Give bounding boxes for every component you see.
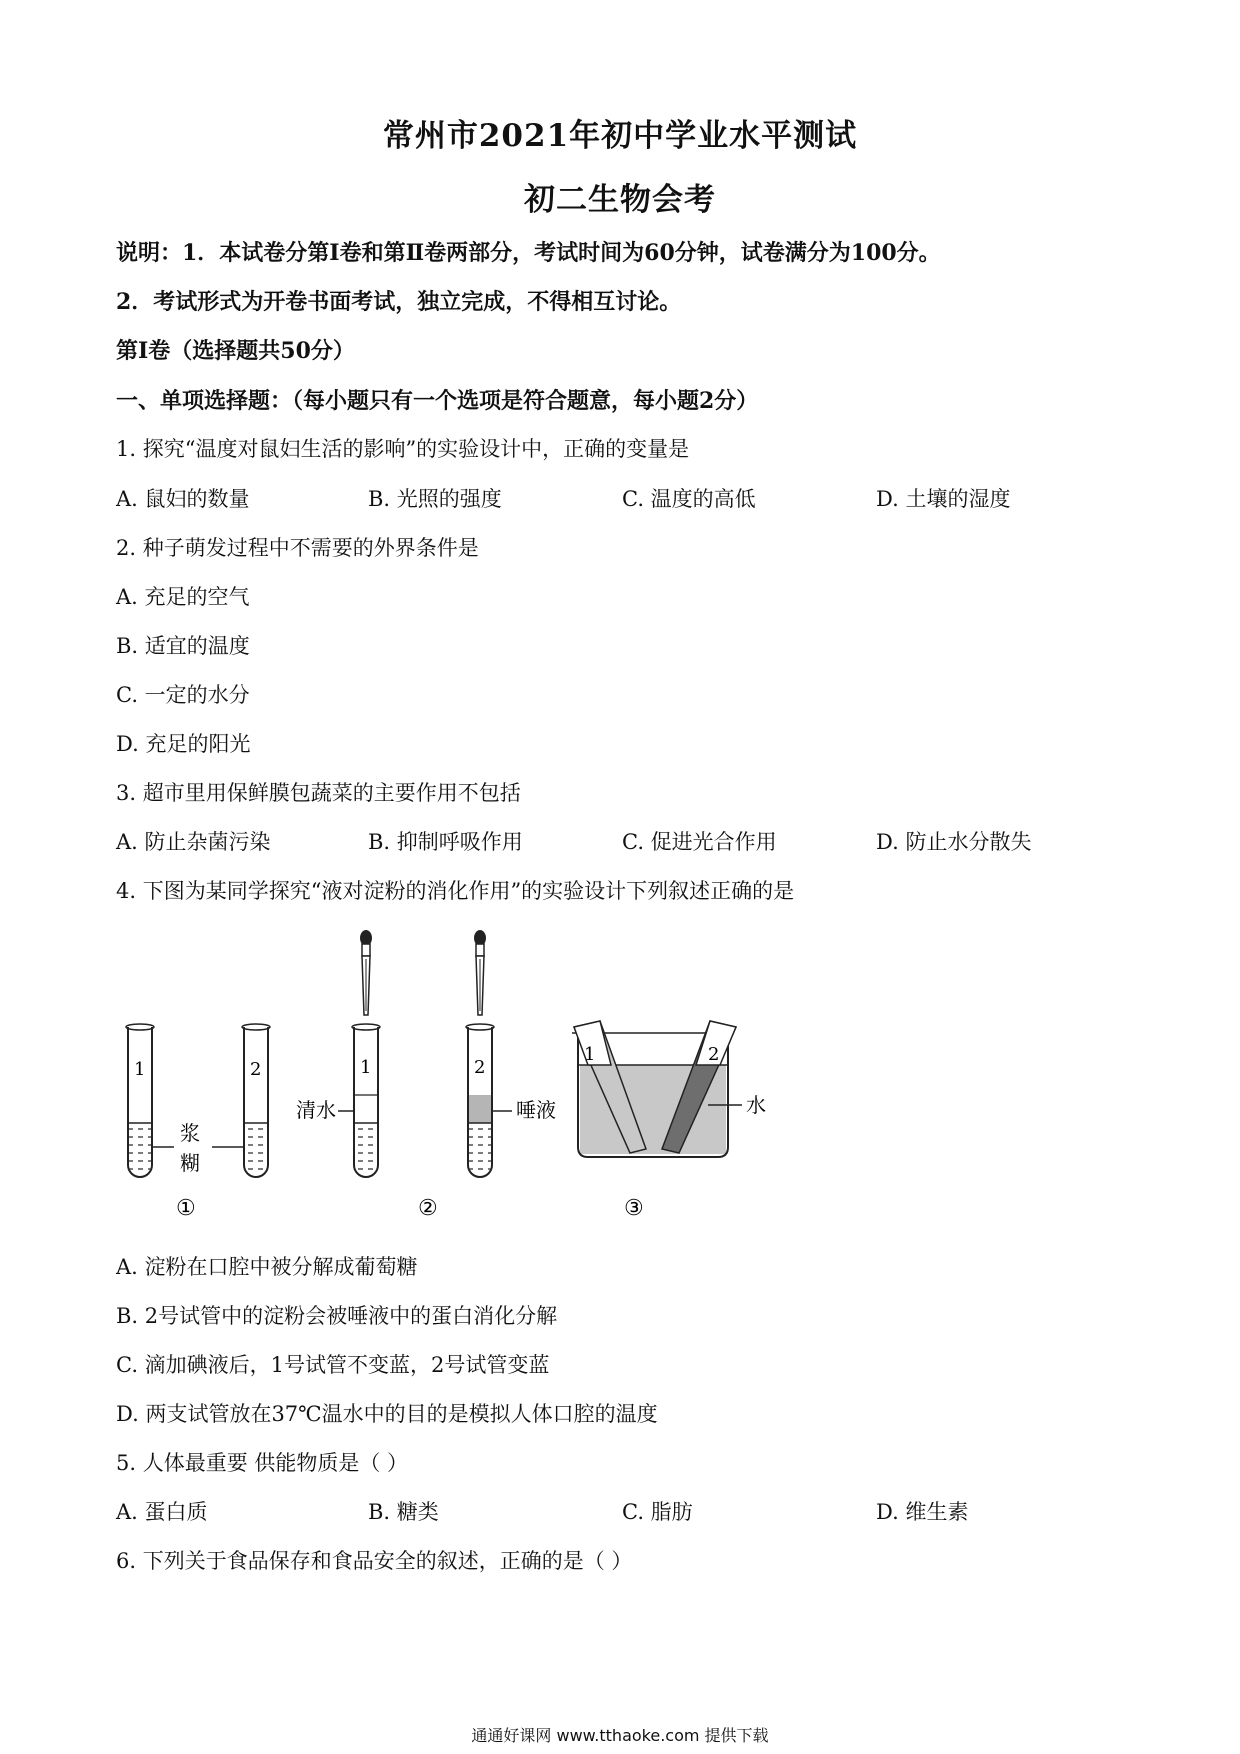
question-3-stem: 3. 超市里用保鲜膜包蔬菜的主要作用不包括 xyxy=(116,781,521,805)
question-3-option-c: C. 促进光合作用 xyxy=(622,830,777,854)
step-2-tube-2 xyxy=(466,1024,494,1177)
clear-water-label: 清水 xyxy=(296,1098,336,1122)
question-5-option-d: D. 维生素 xyxy=(876,1500,969,1524)
step-3-tube-1-label: 1 xyxy=(584,1044,596,1065)
step-1-tube-1 xyxy=(126,1024,154,1177)
question-4-stem: 4. 下图为某同学探究“液对淀粉的消化作用”的实验设计下列叙述正确的是 xyxy=(116,879,795,903)
paste-label-bottom: 糊 xyxy=(180,1151,200,1175)
question-2-stem: 2. 种子萌发过程中不需要的外界条件是 xyxy=(116,536,479,560)
instruction-line-2: 2．考试形式为开卷书面考试，独立完成，不得相互讨论。 xyxy=(116,289,682,315)
question-1-stem: 1. 探究“温度对鼠妇生活的影响”的实验设计中，正确的变量是 xyxy=(116,437,690,461)
question-5-option-c: C. 脂肪 xyxy=(622,1500,693,1524)
question-1-option-c: C. 温度的高低 xyxy=(622,487,756,511)
instruction-line-1: 说明：1．本试卷分第Ⅰ卷和第Ⅱ卷两部分，考试时间为60分钟，试卷满分为100分。 xyxy=(116,240,941,266)
step-1-tube-2-label: 2 xyxy=(250,1059,262,1080)
dropper-1-icon xyxy=(360,930,372,1015)
starch-digestion-experiment-figure xyxy=(116,925,766,1225)
exam-subtitle: 初二生物会考 xyxy=(524,182,716,218)
question-4-option-d: D. 两支试管放在37℃温水中的目的是模拟人体口腔的温度 xyxy=(116,1402,658,1426)
step-3-tube-2-label: 2 xyxy=(708,1044,720,1065)
step-1-tube-2 xyxy=(242,1024,270,1177)
question-6-stem: 6. 下列关于食品保存和食品安全的叙述，正确的是（ ） xyxy=(116,1549,633,1573)
question-4-option-a: A. 淀粉在口腔中被分解成葡萄糖 xyxy=(116,1255,418,1279)
section-title: 第Ⅰ卷（选择题共50分） xyxy=(116,338,355,364)
page-footer: 通通好课网 www.tthaoke.com 提供下载 xyxy=(471,1726,769,1745)
step-2-tube-2-label: 2 xyxy=(474,1057,486,1078)
step-3-marker: ③ xyxy=(624,1196,644,1221)
step-2-tube-1-label: 1 xyxy=(360,1057,372,1078)
step-2-tubes xyxy=(296,930,556,1221)
question-5-option-b: B. 糖类 xyxy=(368,1500,439,1524)
exam-title: 常州市2021年初中学业水平测试 xyxy=(382,118,858,154)
paste-label-top: 浆 xyxy=(180,1121,200,1145)
section-part-heading: 一、单项选择题：（每小题只有一个选项是符合题意，每小题2分） xyxy=(116,388,759,414)
question-1-option-d: D. 土壤的湿度 xyxy=(876,487,1011,511)
dropper-2-icon xyxy=(474,930,486,1015)
step-2-marker: ② xyxy=(418,1196,438,1221)
saliva-label: 唾液 xyxy=(516,1098,556,1122)
step-1-tubes xyxy=(126,1024,270,1221)
question-4-option-c: C. 滴加碘液后，1号试管不变蓝，2号试管变蓝 xyxy=(116,1353,550,1377)
question-2-option-b: B. 适宜的温度 xyxy=(116,634,250,658)
step-1-tube-1-label: 1 xyxy=(134,1059,146,1080)
question-5-stem: 5. 人体最重要 供能物质是（ ） xyxy=(116,1451,409,1475)
question-3-option-d: D. 防止水分散失 xyxy=(876,830,1032,854)
step-2-tube-1 xyxy=(352,1024,380,1177)
question-1-option-a: A. 鼠妇的数量 xyxy=(116,487,250,511)
step-1-marker: ① xyxy=(176,1196,196,1221)
question-1-option-b: B. 光照的强度 xyxy=(368,487,502,511)
question-4-option-b: B. 2号试管中的淀粉会被唾液中的蛋白消化分解 xyxy=(116,1304,558,1328)
question-3-option-b: B. 抑制呼吸作用 xyxy=(368,830,523,854)
water-label: 水 xyxy=(746,1093,766,1117)
step-3-water-bath xyxy=(572,1021,766,1221)
question-2-option-d: D. 充足的阳光 xyxy=(116,732,251,756)
question-2-option-a: A. 充足的空气 xyxy=(116,585,250,609)
question-2-option-c: C. 一定的水分 xyxy=(116,683,250,707)
question-5-option-a: A. 蛋白质 xyxy=(116,1500,208,1524)
question-3-option-a: A. 防止杂菌污染 xyxy=(116,830,271,854)
